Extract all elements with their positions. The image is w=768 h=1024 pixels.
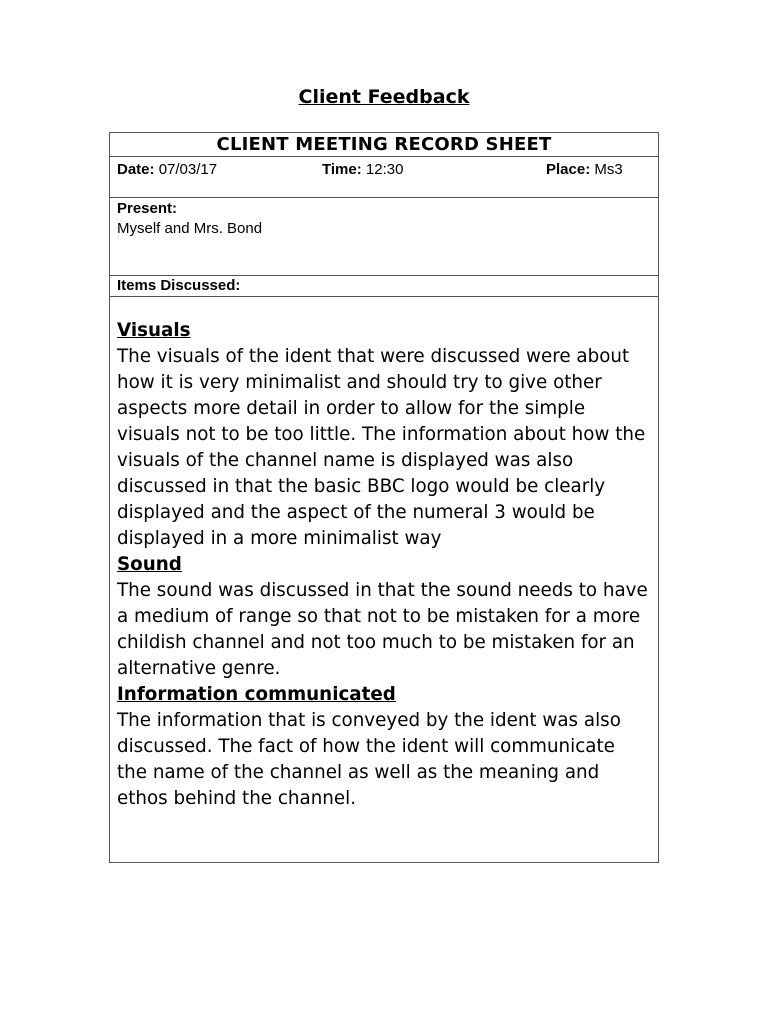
document-title: Client Feedback <box>298 86 470 108</box>
meeting-meta <box>110 157 658 197</box>
present-value: Myself and Mrs. Bond <box>117 220 263 237</box>
place-field <box>546 161 623 178</box>
place-label: Place: <box>546 161 591 178</box>
date-value: 07/03/17 <box>158 161 218 178</box>
present-cell <box>110 198 659 276</box>
present-label: Present: <box>117 200 178 217</box>
meta-cell <box>110 157 659 198</box>
section-heading-sound: Sound <box>117 554 182 575</box>
items-cell <box>110 276 659 297</box>
discussion-cell <box>110 297 659 863</box>
discussion-body <box>110 297 658 812</box>
time-label: Time: <box>322 161 362 178</box>
date-field <box>117 161 217 178</box>
time-field <box>322 161 403 178</box>
present-section <box>110 198 658 239</box>
date-label: Date: <box>117 161 155 178</box>
place-value: Ms3 <box>594 161 623 178</box>
meeting-record-table <box>109 132 659 863</box>
section-heading-information: Information communicated <box>117 684 396 705</box>
items-discussed-label: Items Discussed: <box>117 277 241 294</box>
section-text-visuals: The visuals of the ident that were discussed were about how it is very minimalist and should try to give other aspects more detail in order to allow for the simple visuals not to be too little. The information about how the visuals of the channel name is displayed was also discussed in that the basic BBC logo would be clearly displayed and the aspect of the numeral 3 would be displayed in a more minimalist way <box>117 346 646 549</box>
time-value: 12:30 <box>365 161 404 178</box>
sheet-heading-cell <box>110 133 659 157</box>
section-text-information: The information that is conveyed by the ident was also discussed. The fact of how the ident will communicate the name of the channel as well as the meaning and ethos behind the channel. <box>117 710 621 809</box>
sheet-heading: CLIENT MEETING RECORD SHEET <box>216 134 552 155</box>
section-heading-visuals: Visuals <box>117 320 191 341</box>
section-text-sound: The sound was discussed in that the sound needs to have a medium of range so that not to be mistaken for a more childish channel and not too much to be mistaken for an alternative genre. <box>117 580 648 679</box>
